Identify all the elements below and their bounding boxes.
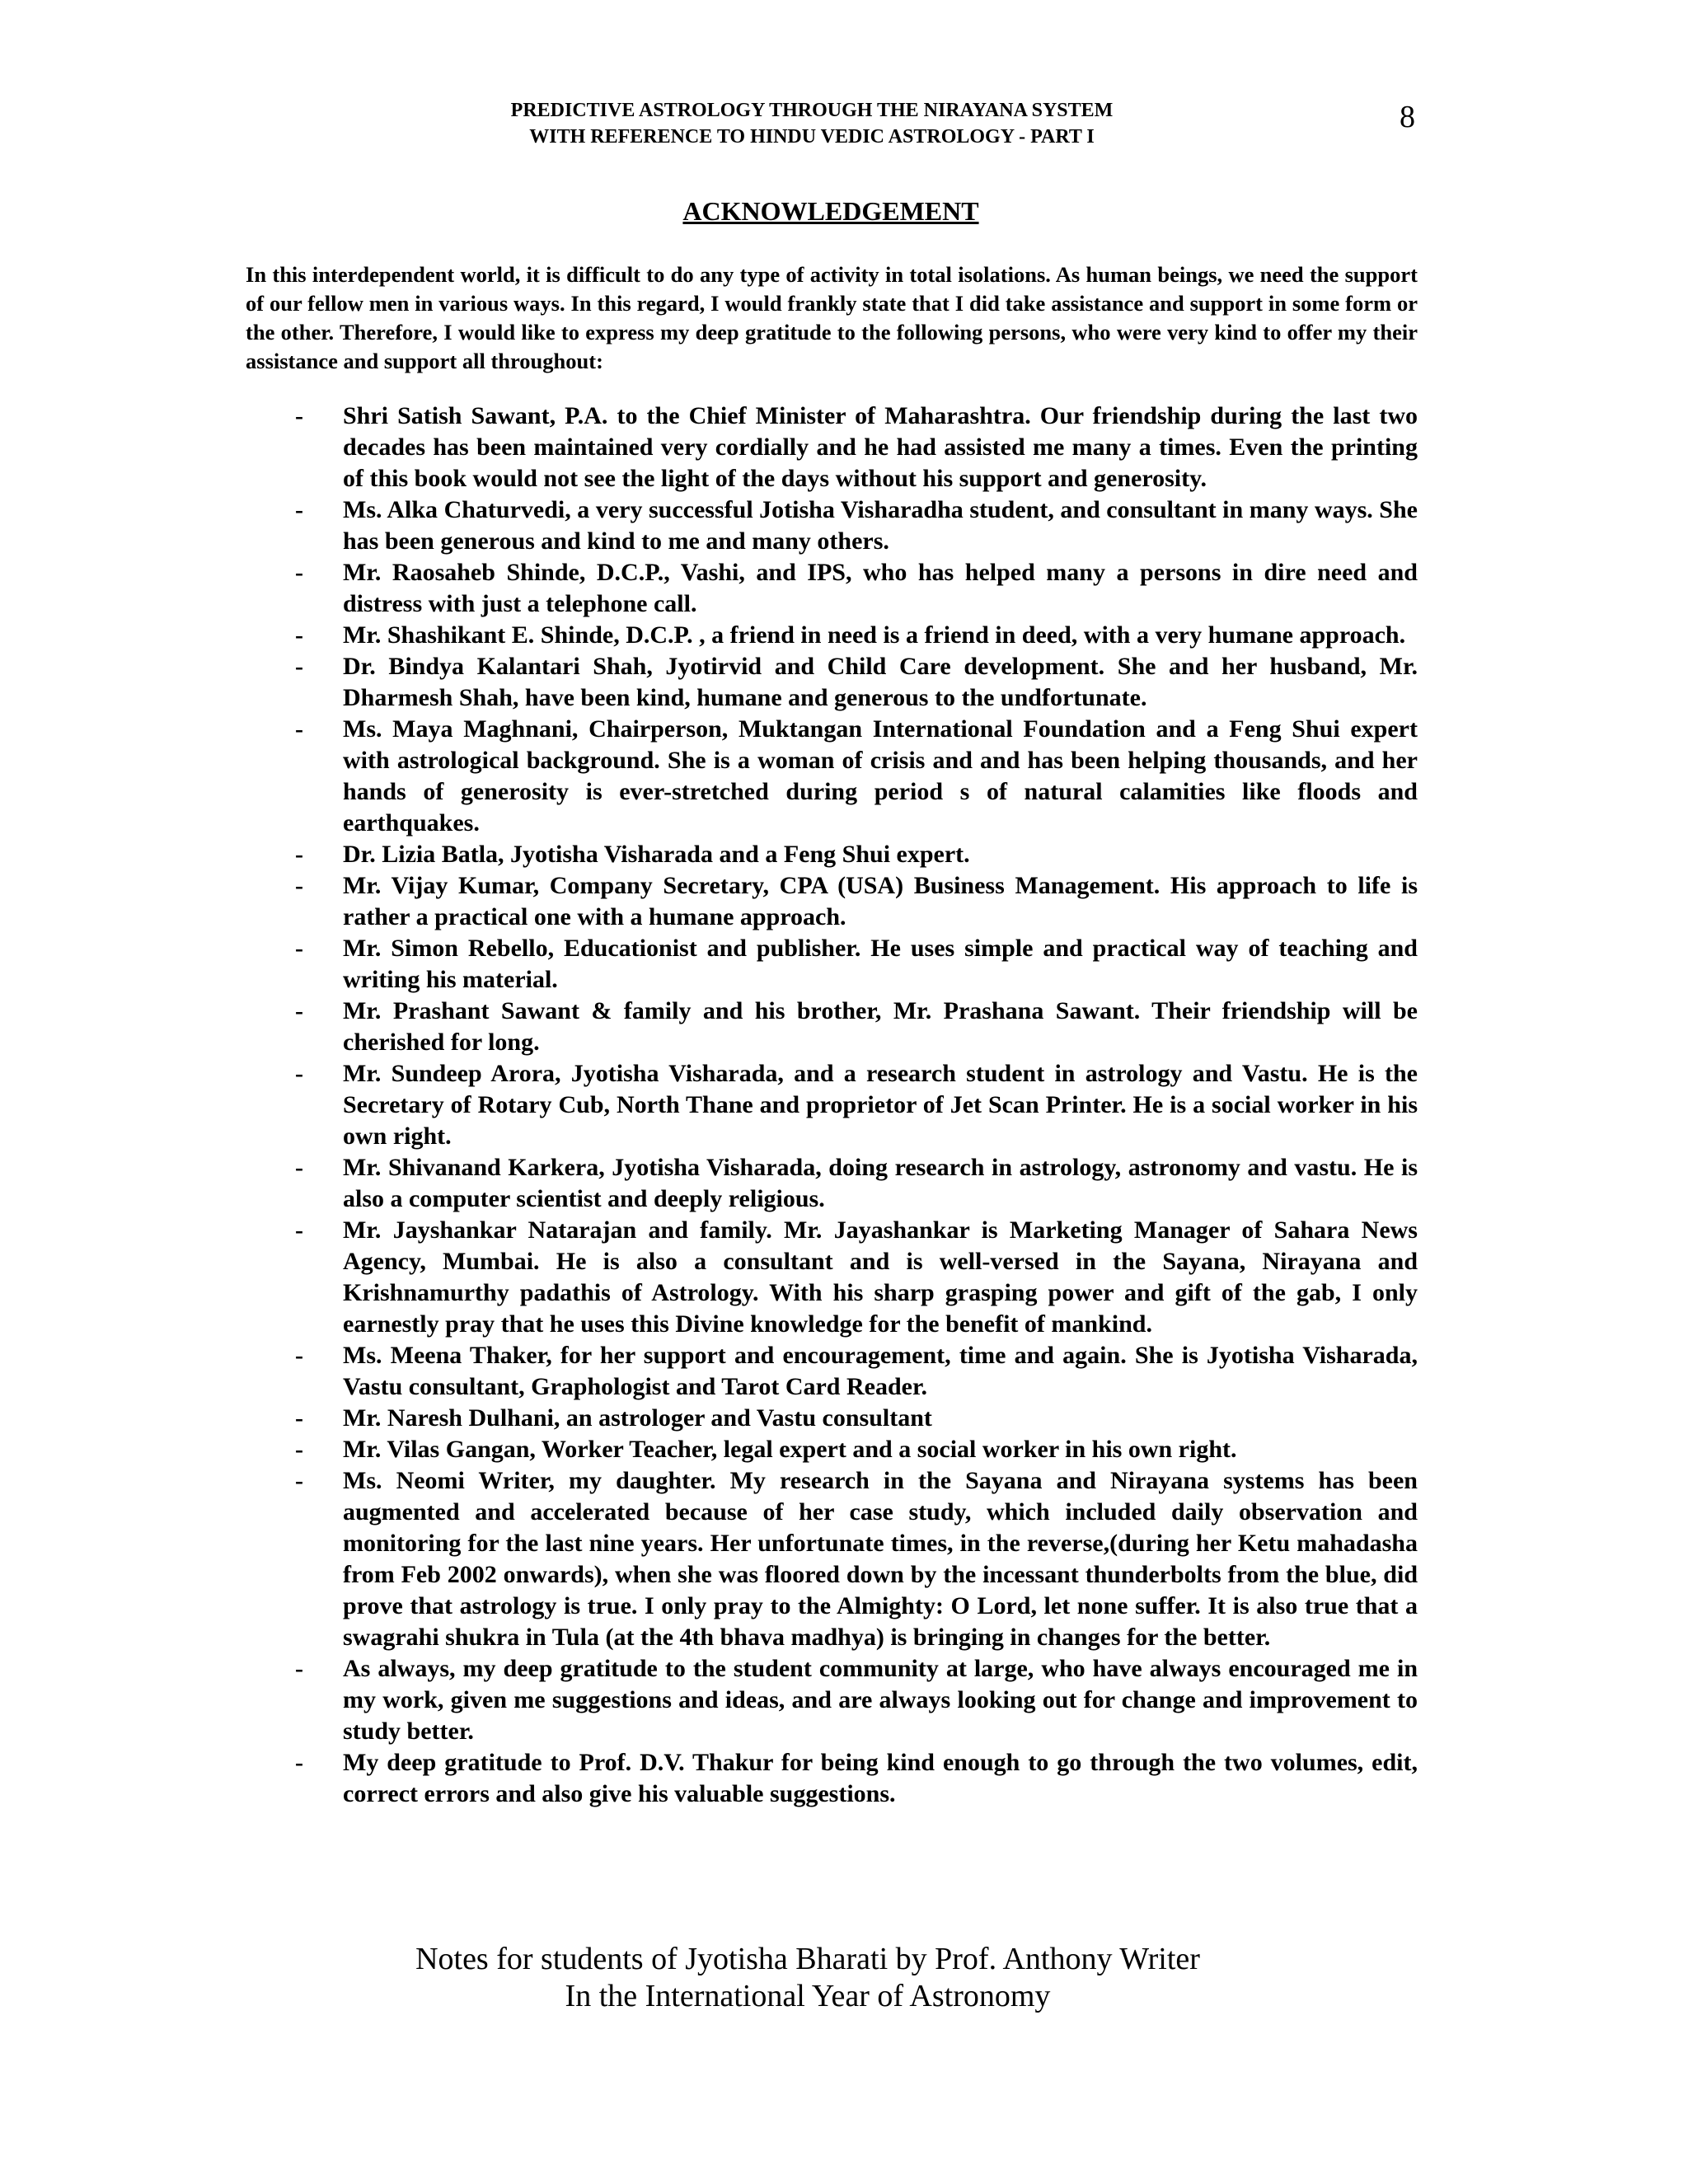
list-bullet: - [295,1060,303,1087]
list-bullet: - [295,621,303,649]
list-item-text: Ms. Alka Chaturvedi, a very successful Jotisha Visharadha student, and consultant in many ways. She has been generous and kind to me and many others. [343,496,1418,555]
list-bullet: - [295,715,303,743]
list-item [295,1403,1418,1434]
list-bullet: - [295,841,303,868]
list-item-text: Dr. Lizia Batla, Jyotisha Visharada and a Feng Shui expert. [343,841,970,868]
list-bullet: - [295,496,303,523]
list-item [295,1340,1418,1403]
list-bullet: - [295,1342,303,1369]
list-item-text: Mr. Vilas Gangan, Worker Teacher, legal expert and a social worker in his own right. [343,1436,1237,1463]
list-item-text: My deep gratitude to Prof. D.V. Thakur for being kind enough to go through the two volumes, edit, correct errors and also give his valuable suggestions. [343,1749,1418,1807]
list-item-text: Mr. Shashikant E. Shinde, D.C.P. , a friend in need is a friend in deed, with a very humane approach. [343,621,1406,649]
list-item [295,1152,1418,1215]
list-bullet: - [295,1655,303,1682]
list-item-text: Mr. Sundeep Arora, Jyotisha Visharada, and a research student in astrology and Vastu. He is the Secretary of Rotary Cub, North Thane and proprietor of Jet Scan Printer. He is a social worker in his own right. [343,1060,1418,1150]
list-bullet: - [295,402,303,429]
list-bullet: - [295,1154,303,1181]
page-title: ACKNOWLEDGEMENT [682,196,979,226]
list-item-text: Ms. Neomi Writer, my daughter. My research in the Sayana and Nirayana systems has been augmented and accelerated because of her case study, which included daily observation and monitoring for the last nine years. Her unfortunate times, in the reverse,(during her Ketu mahadasha from Feb 2002 onwards), when she was floored down by the incessant thunderbolts from the blue, did prove that astrology is true. I only pray to the Almighty: O Lord, let none suffer. It is also true that a swagrahi shukra in Tula (at the 4th bhava madhya) is bringing in changes for the better. [343,1467,1418,1651]
header-line-1: PREDICTIVE ASTROLOGY THROUGH THE NIRAYANA SYSTEM [510,100,1114,121]
footer-line-2: In the International Year of Astronomy [565,1979,1051,2013]
list-item-text: Ms. Meena Thaker, for her support and encouragement, time and again. She is Jyotisha Visharada, Vastu consultant, Graphologist and Tarot Card Reader. [343,1342,1418,1400]
header-line-2: WITH REFERENCE TO HINDU VEDIC ASTROLOGY - PART I [529,126,1095,148]
list-bullet: - [295,1467,303,1494]
list-item [295,870,1418,933]
list-item-text: Mr. Jayshankar Natarajan and family. Mr. Jayashankar is Marketing Manager of Sahara News Agency, Mumbai. He is also a consultant and is well-versed in the Sayana, Nirayana and Krishnamurthy padathis of Astrology. With his sharp grasping power and gift of the gab, I only earnestly pray that he uses this Divine knowledge for the benefit of mankind. [343,1216,1418,1338]
list-item [295,1215,1418,1340]
footer-line-1: Notes for students of Jyotisha Bharati by Prof. Anthony Writer [415,1942,1200,1976]
list-item [295,1653,1418,1747]
list-item [295,494,1418,557]
list-bullet: - [295,559,303,586]
list-item [295,401,1418,494]
list-item [295,933,1418,996]
list-item [295,996,1418,1058]
list-item-text: Shri Satish Sawant, P.A. to the Chief Minister of Maharashtra. Our friendship during the last two decades has been maintained very cordially and he had assisted me many a times. Even the printing of this book would not see the light of the days without his support and generosity. [343,402,1418,492]
list-item [295,1465,1418,1653]
list-item [295,1058,1418,1152]
list-item [295,714,1418,839]
list-bullet: - [295,1404,303,1432]
page-number: 8 [1400,100,1415,134]
list-item [295,839,1418,870]
acknowledgement-list [295,401,1418,1810]
list-item-text: Ms. Maya Maghnani, Chairperson, Muktangan International Foundation and a Feng Shui expert with astrological background. She is a woman of crisis and and has been helping thousands, and her hands of generosity is ever-stretched during period s of natural calamities like floods and earthquakes. [343,715,1418,837]
list-bullet: - [295,653,303,680]
list-bullet: - [295,1216,303,1244]
list-bullet: - [295,1749,303,1776]
list-item [295,651,1418,714]
list-item-text: Mr. Shivanand Karkera, Jyotisha Visharada, doing research in astrology, astronomy and vastu. He is also a computer scientist and deeply religious. [343,1154,1418,1212]
intro-paragraph: In this interdependent world, it is difficult to do any type of activity in total isolations. As human beings, we need the support of our fellow men in various ways. In this regard, I would frankly state that I did take assistance and support in some form or the other. Therefore, I would like to express my deep gratitude to the following persons, who were very kind to offer my their assistance and support all throughout: [246,262,1418,373]
list-item-text: As always, my deep gratitude to the student community at large, who have always encouraged me in my work, given me suggestions and ideas, and are always looking out for change and improvement to study better. [343,1655,1418,1745]
running-header [346,97,1278,150]
list-item [295,1747,1418,1810]
list-bullet: - [295,872,303,899]
list-item [295,557,1418,620]
list-item-text: Mr. Raosaheb Shinde, D.C.P., Vashi, and IPS, who has helped many a persons in dire need and distress with just a telephone call. [343,559,1418,617]
list-bullet: - [295,1436,303,1463]
list-item-text: Mr. Vijay Kumar, Company Secretary, CPA (USA) Business Management. His approach to life is rather a practical one with a humane approach. [343,872,1418,930]
list-bullet: - [295,935,303,962]
list-item-text: Mr. Prashant Sawant & family and his brother, Mr. Prashana Sawant. Their friendship will be cherished for long. [343,997,1418,1056]
list-bullet: - [295,997,303,1024]
list-item-text: Dr. Bindya Kalantari Shah, Jyotirvid and Child Care development. She and her husband, Mr. Dharmesh Shah, have been kind, humane and generous to the undfortunate. [343,653,1418,711]
page-footer [0,1941,1615,2015]
list-item [295,620,1418,651]
list-item-text: Mr. Simon Rebello, Educationist and publisher. He uses simple and practical way of teaching and writing his material. [343,935,1418,993]
list-item-text: Mr. Naresh Dulhani, an astrologer and Vastu consultant [343,1404,932,1432]
list-item [295,1434,1418,1465]
